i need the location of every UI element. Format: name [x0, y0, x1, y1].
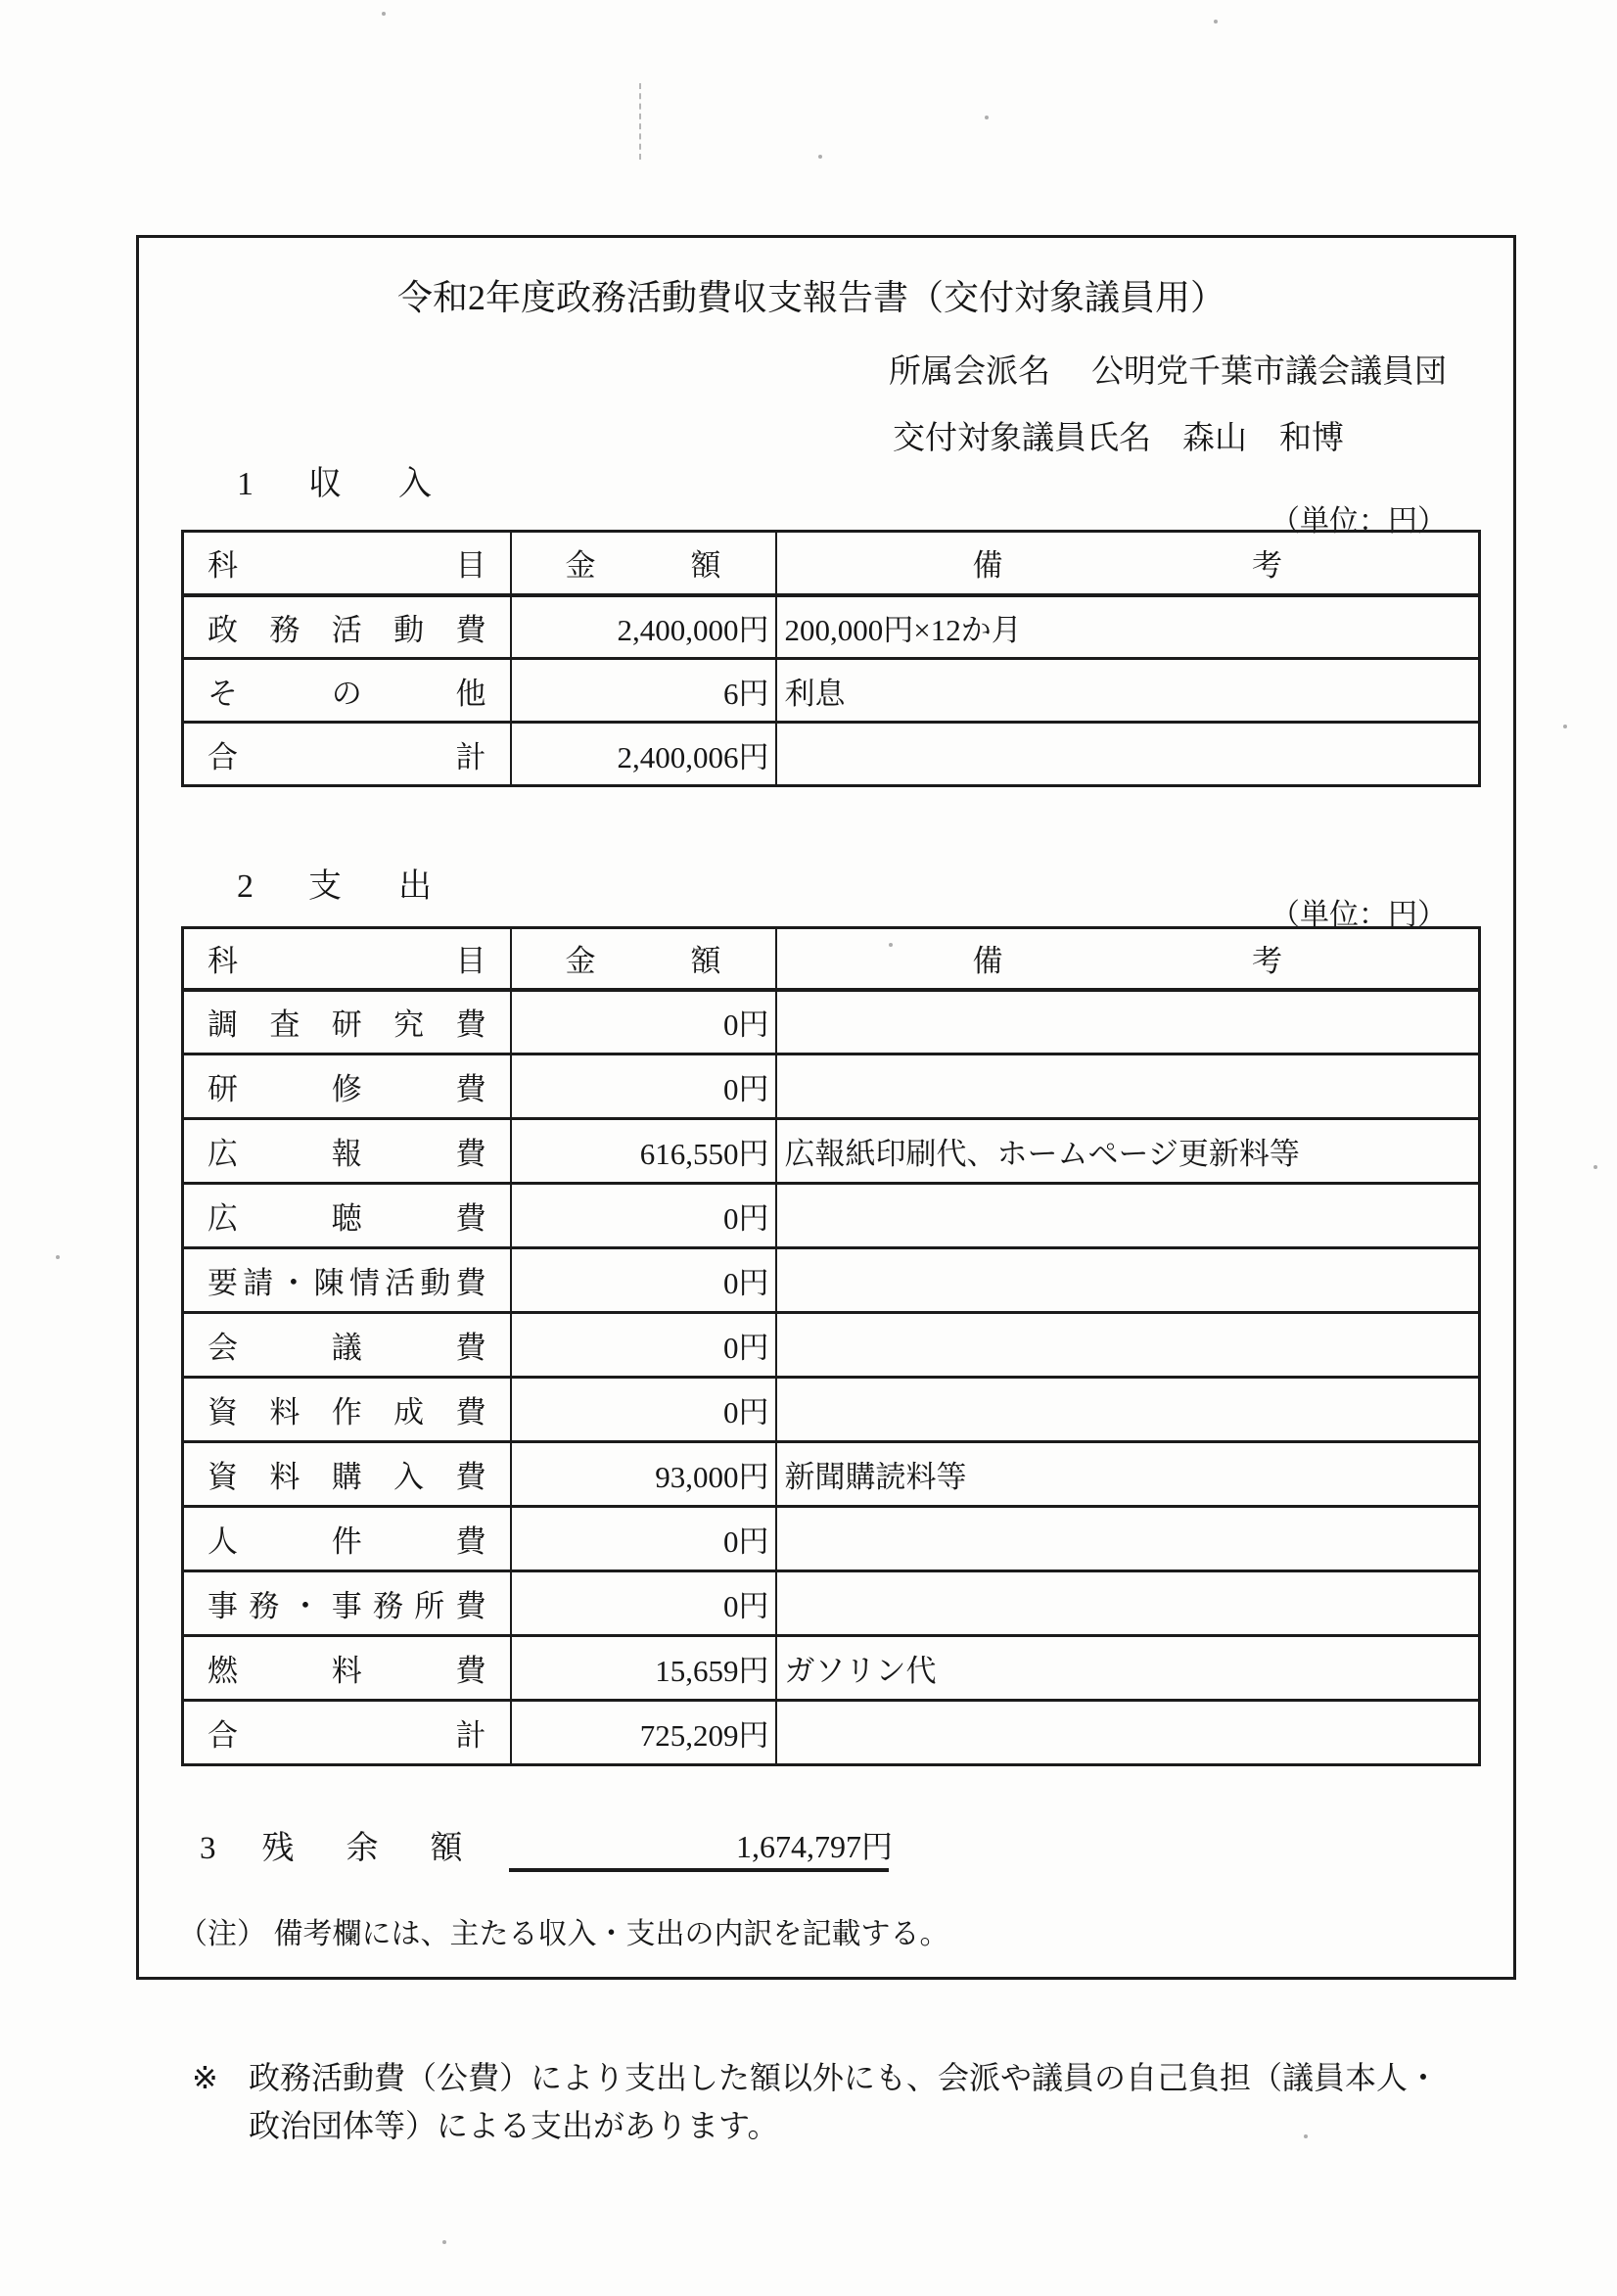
- expense-cell-amount: 15,659円: [511, 1636, 776, 1701]
- income-cell-item: その他: [183, 659, 511, 723]
- expense-cell-remarks: [776, 1184, 1480, 1248]
- expense-cell-item: 資料作成費: [183, 1378, 511, 1442]
- member-label: 交付対象議員氏名: [893, 421, 1151, 456]
- document-frame: [136, 235, 1516, 1980]
- scan-speck: [382, 12, 386, 16]
- income-header-item: 科目: [183, 532, 511, 595]
- income-cell-amount: 6円: [511, 659, 776, 723]
- table-row: [183, 595, 1480, 659]
- expense-cell-item: 事務・事務所費: [183, 1571, 511, 1636]
- expense-cell-item: 広報費: [183, 1119, 511, 1184]
- expense-cell-amount: 0円: [511, 1054, 776, 1119]
- expense-header-row: [183, 928, 1480, 990]
- scan-speck: [818, 155, 822, 159]
- expense-cell-remarks: [776, 1701, 1480, 1765]
- table-row: [183, 1119, 1480, 1184]
- expense-section-heading: [237, 859, 443, 907]
- income-cell-amount: 2,400,006円: [511, 723, 776, 786]
- table-row: [183, 1442, 1480, 1507]
- income-header-remarks: 備考: [776, 532, 1480, 595]
- expense-cell-item: 会議費: [183, 1313, 511, 1378]
- expense-cell-amount: 616,550円: [511, 1119, 776, 1184]
- balance-underline: [509, 1868, 889, 1872]
- expense-cell-item: 合計: [183, 1701, 511, 1765]
- income-section-title: 収 入: [308, 466, 443, 502]
- income-cell-remarks: 利息: [776, 659, 1480, 723]
- table-row: [183, 1313, 1480, 1378]
- income-cell-amount: 2,400,000円: [511, 595, 776, 659]
- table-row: [183, 1248, 1480, 1313]
- faction-line: [889, 346, 1447, 392]
- table-row: [183, 1701, 1480, 1765]
- table-row: [183, 1378, 1480, 1442]
- member-line: [893, 412, 1344, 458]
- expense-header-remarks: 備考: [776, 928, 1480, 990]
- scan-artifact-dashed-line: [639, 83, 641, 160]
- income-section-heading: [237, 456, 443, 504]
- expense-cell-remarks: [776, 1507, 1480, 1571]
- scan-speck: [985, 116, 989, 119]
- footnote: [192, 2054, 1503, 2150]
- footnote-mark: ※: [192, 2060, 218, 2095]
- scan-speck: [442, 2240, 446, 2244]
- balance-section-title: 残 余 額: [261, 1831, 473, 1866]
- expense-cell-remarks: [776, 1313, 1480, 1378]
- income-cell-item: 政務活動費: [183, 595, 511, 659]
- document-title: 令和2年度政務活動費収支報告書（交付対象議員用）: [396, 278, 1225, 317]
- expense-cell-item: 広聴費: [183, 1184, 511, 1248]
- footnote-line-1: 政務活動費（公費）により支出した額以外にも、会派や議員の自己負担（議員本人・: [249, 2060, 1440, 2095]
- expense-cell-remarks: [776, 1571, 1480, 1636]
- expense-cell-item: 資料購入費: [183, 1442, 511, 1507]
- scan-speck: [56, 1255, 60, 1259]
- table-row: [183, 723, 1480, 786]
- expense-cell-remarks: [776, 1378, 1480, 1442]
- expense-cell-remarks: [776, 1054, 1480, 1119]
- expense-cell-amount: 0円: [511, 990, 776, 1054]
- expense-cell-amount: 0円: [511, 1313, 776, 1378]
- faction-value: 公明党千葉市議会議員団: [1091, 354, 1447, 390]
- expense-cell-amount: 0円: [511, 1184, 776, 1248]
- table-row: [183, 990, 1480, 1054]
- balance-section: [200, 1822, 983, 1868]
- expense-cell-amount: 0円: [511, 1248, 776, 1313]
- income-header-amount: 金額: [511, 532, 776, 595]
- scan-speck: [1214, 20, 1218, 23]
- expense-cell-item: 調査研究費: [183, 990, 511, 1054]
- expense-unit-note: （単位：円）: [1270, 899, 1447, 931]
- expense-cell-amount: 0円: [511, 1378, 776, 1442]
- expense-cell-remarks: ガソリン代: [776, 1636, 1480, 1701]
- expense-cell-amount: 725,209円: [511, 1701, 776, 1765]
- table-row: [183, 1184, 1480, 1248]
- scan-speck: [1563, 725, 1567, 728]
- expense-cell-item: 要請・陳情活動費: [183, 1248, 511, 1313]
- income-cell-remarks: [776, 723, 1480, 786]
- faction-label: 所属会派名: [889, 354, 1050, 390]
- expense-header-amount: 金額: [511, 928, 776, 990]
- table-row: [183, 1571, 1480, 1636]
- income-table: [181, 530, 1481, 787]
- income-unit-note: （単位：円）: [1270, 505, 1447, 538]
- expense-header-item: 科目: [183, 928, 511, 990]
- income-cell-item: 合計: [183, 723, 511, 786]
- box-note: （注） 備考欄には、主たる収入・支出の内訳を記載する。: [178, 1918, 949, 1950]
- table-row: [183, 659, 1480, 723]
- expense-cell-remarks: [776, 1248, 1480, 1313]
- expense-section-number: 2: [237, 868, 254, 905]
- footnote-text: [249, 2054, 1503, 2150]
- income-cell-remarks: 200,000円×12か月: [776, 595, 1480, 659]
- expense-cell-amount: 0円: [511, 1507, 776, 1571]
- expense-cell-amount: 0円: [511, 1571, 776, 1636]
- table-row: [183, 1054, 1480, 1119]
- expense-cell-item: 人件費: [183, 1507, 511, 1571]
- member-value: 森山 和博: [1182, 421, 1344, 456]
- expense-cell-remarks: 新聞購読料等: [776, 1442, 1480, 1507]
- expense-section-title: 支 出: [308, 868, 443, 905]
- expense-table: [181, 926, 1481, 1766]
- scan-speck: [1594, 1165, 1597, 1169]
- expense-cell-remarks: [776, 990, 1480, 1054]
- footnote-line-2: 政治団体等）による支出があります。: [249, 2108, 779, 2143]
- expense-cell-amount: 93,000円: [511, 1442, 776, 1507]
- balance-amount: 1,674,797円: [735, 1829, 893, 1864]
- table-row: [183, 1507, 1480, 1571]
- table-row: [183, 1636, 1480, 1701]
- expense-cell-item: 燃料費: [183, 1636, 511, 1701]
- income-header-row: [183, 532, 1480, 595]
- expense-cell-item: 研修費: [183, 1054, 511, 1119]
- balance-section-number: 3: [200, 1831, 216, 1866]
- expense-cell-remarks: 広報紙印刷代、ホームページ更新料等: [776, 1119, 1480, 1184]
- income-section-number: 1: [237, 466, 254, 502]
